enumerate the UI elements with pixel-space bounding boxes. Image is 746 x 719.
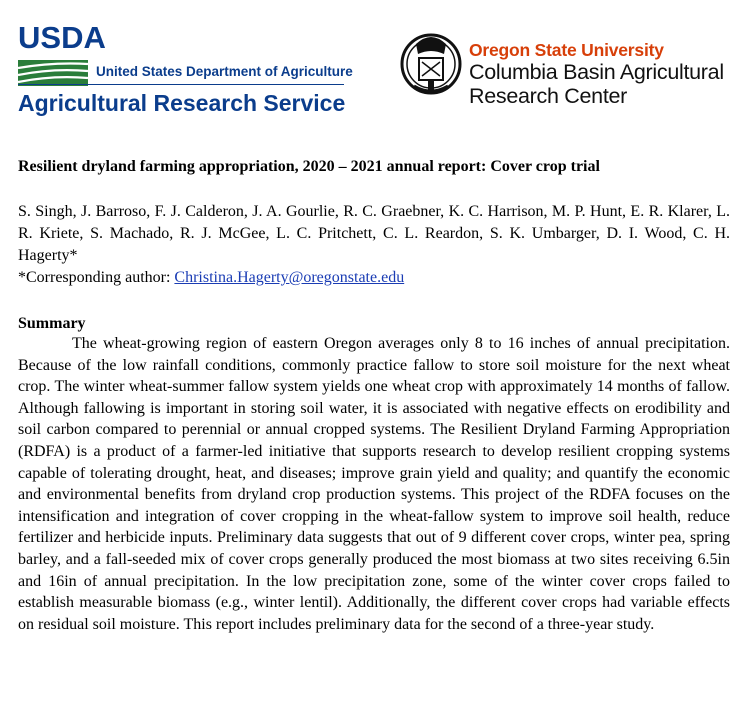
usda-field-icon bbox=[18, 60, 88, 86]
usda-ars-logo bbox=[18, 20, 353, 122]
report-title: Resilient dryland farming appropriation, 2020 – 2021 annual report: Cover crop trial bbox=[18, 158, 600, 175]
summary-paragraph: The wheat-growing region of eastern Oregon averages only 8 to 16 inches of annual precipitation. Because of the low rainfall conditions, commonly practice fallow to store soil moisture for the next wheat crop. The winter wheat-summer fallow system yields one wheat crop with approximately 14 months of fallow. Although fallowing is important in storing soil water, it is associated with negative effects on erodibility and soil carbon compared to perennial or annual cropped systems. The Resilient Dryland Farming Appropriation (RDFA) is a product of a farmer-led initiative that supports research to develop resilient cropping systems capable of tolerating drought, heat, and diseases; improve grain yield and quality; and quantify the economic and environmental benefits from dryland crop production systems. This project of the RDFA focuses on the intensification and integration of cover cropping in the wheat-fallow system to improve soil health, reduce fertilizer and herbicide inputs. Preliminary data suggests that out of 9 different cover crops, winter pea, spring barley, and a fall-seeded mix of cover crops generally produced the most biomass at two sites receiving 6.5in and 16in of annual precipitation. In the low precipitation zone, some of the winter cover crops failed to establish measurable biomass (e.g., winter lentil). Additionally, the different cover crops had variable effects on residual soil moisture. This report includes preliminary data for the second of a three-year study. bbox=[18, 335, 730, 633]
summary-heading: Summary bbox=[18, 315, 86, 332]
osu-university-name: Oregon State University bbox=[469, 40, 664, 60]
osu-center-line1: Columbia Basin Agricultural bbox=[469, 60, 724, 84]
osu-seal-icon bbox=[400, 24, 462, 104]
osu-center-line2: Research Center bbox=[469, 84, 628, 108]
author-list: S. Singh, J. Barroso, F. J. Calderon, J. A. Gourlie, R. C. Graebner, K. C. Harrison, M. P. Hunt, E. R. Klarer, L. R. Kriete, S. Machado, R. J. McGee, L. C. Pritchett, C. L. Reardon, S. K. Umbarger, D. I. Wood, C. H. Hagerty* bbox=[18, 203, 730, 264]
ars-name: Agricultural Research Service bbox=[18, 90, 346, 116]
usda-divider bbox=[18, 84, 344, 85]
osu-logo bbox=[400, 22, 740, 122]
usda-department-name: United States Department of Agriculture bbox=[96, 64, 353, 79]
corresponding-author bbox=[18, 267, 404, 289]
corresponding-email-link[interactable]: Christina.Hagerty@oregonstate.edu bbox=[174, 269, 405, 286]
osu-center-name bbox=[469, 60, 724, 108]
page-header bbox=[0, 0, 746, 130]
usda-wordmark: USDA bbox=[18, 20, 106, 55]
corresponding-label: *Corresponding author: bbox=[18, 269, 175, 286]
